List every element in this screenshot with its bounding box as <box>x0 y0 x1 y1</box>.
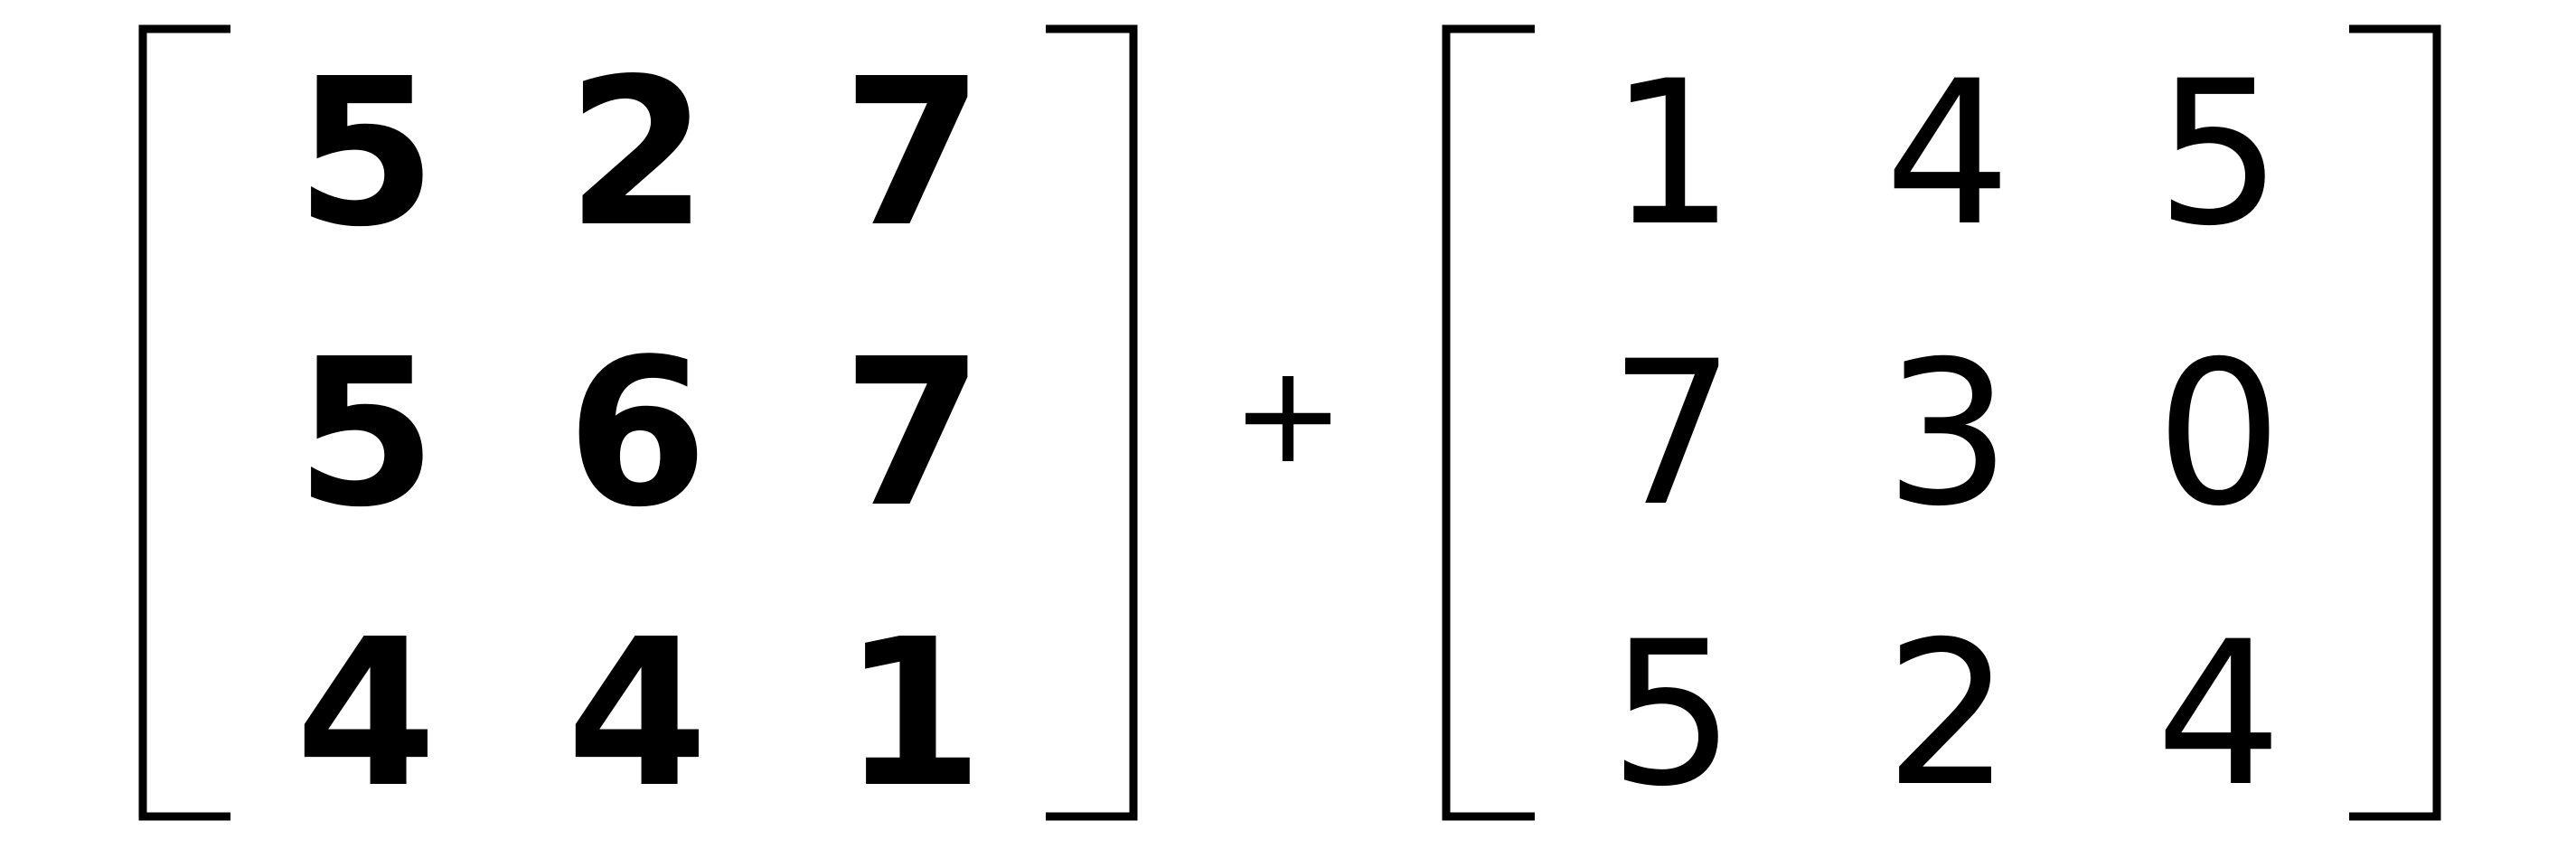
left-matrix-digit-r2-c2: 6 <box>566 316 709 552</box>
right-matrix-digit-r1-c2: 4 <box>1885 38 2011 269</box>
right-matrix-digit-r3-c2: 2 <box>1885 599 2011 830</box>
left-matrix-digit-r2-c3: 7 <box>841 316 984 552</box>
right-matrix <box>1446 29 2437 830</box>
left-matrix-open-bracket <box>143 29 230 816</box>
right-matrix-cells <box>1609 38 2282 830</box>
right-matrix-digit-r1-c1: 1 <box>1609 38 1735 269</box>
right-matrix-close-bracket <box>2349 29 2437 816</box>
right-matrix-digit-r2-c2: 3 <box>1885 318 2011 550</box>
left-matrix-cells <box>296 35 984 833</box>
right-matrix-digit-r2-c1: 7 <box>1609 318 1735 550</box>
right-matrix-digit-r3-c1: 5 <box>1609 599 1735 830</box>
right-matrix-digit-r3-c3: 4 <box>2156 599 2282 830</box>
left-matrix-digit-r3-c3: 1 <box>841 596 984 833</box>
right-matrix-open-bracket <box>1446 29 1535 816</box>
left-matrix <box>143 29 1133 833</box>
left-matrix-digit-r1-c3: 7 <box>841 35 984 272</box>
left-matrix-digit-r3-c2: 4 <box>566 596 709 833</box>
left-matrix-digit-r1-c2: 2 <box>566 35 709 272</box>
right-matrix-digit-r2-c3: 0 <box>2156 318 2282 550</box>
plus-operator: + <box>1231 336 1345 494</box>
left-matrix-digit-r2-c1: 5 <box>295 316 437 552</box>
left-matrix-close-bracket <box>1046 29 1133 816</box>
left-matrix-digit-r1-c1: 5 <box>295 35 437 272</box>
right-matrix-digit-r1-c3: 5 <box>2156 38 2282 269</box>
left-matrix-digit-r3-c1: 4 <box>295 596 437 833</box>
